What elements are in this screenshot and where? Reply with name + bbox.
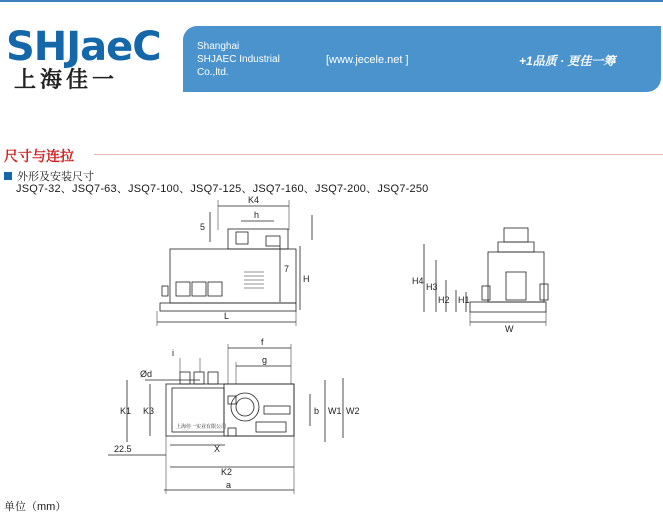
dim-i: i [172, 348, 174, 358]
dim-W2: W2 [346, 406, 360, 416]
company-line-3: Co.,ltd. [197, 67, 229, 78]
dim-X: X [214, 444, 221, 454]
subsection-title: 外形及安装尺寸 [17, 171, 94, 183]
company-line-1: Shanghai [197, 41, 240, 52]
dim-K2: K2 [221, 467, 233, 477]
dim-W1: W1 [328, 406, 342, 416]
dim-5: 5 [200, 222, 206, 232]
dim-H2: H2 [438, 295, 450, 305]
logo-chinese-name: 上海佳一 [14, 68, 119, 93]
dim-H4: H4 [412, 276, 424, 286]
dim-g: g [262, 355, 268, 365]
company-line-2: SHJAEC Industrial [197, 54, 280, 65]
logo-wordmark: SHJaeC [6, 24, 161, 70]
dim-7: 7 [284, 264, 290, 274]
dim-H: H [303, 274, 310, 284]
dim-K3: K3 [143, 406, 155, 416]
dim-d: Ød [140, 369, 153, 379]
dim-W: W [505, 324, 514, 334]
website-url: [www.jecele.net ] [326, 54, 409, 66]
section-title: 尺寸与连拉 [4, 148, 74, 164]
dim-h: h [254, 210, 260, 220]
unit-note: 单位（mm） [4, 501, 67, 513]
dim-offset: 22.5 [114, 444, 132, 454]
dim-H1: H1 [458, 295, 470, 305]
dim-H3: H3 [426, 282, 438, 292]
dim-a: a [226, 480, 232, 490]
slogan: +1品质 · 更佳一筹 [519, 54, 616, 68]
nameplate-label: 上海佳一实业有限公司 [176, 424, 227, 430]
dim-K4: K4 [248, 195, 260, 205]
dim-f: f [261, 337, 264, 347]
dim-L: L [224, 311, 230, 321]
model-list: JSQ7-32、JSQ7-63、JSQ7-100、JSQ7-125、JSQ7-160、JSQ7-200、JSQ7-250 [16, 183, 429, 195]
dim-K1: K1 [120, 406, 132, 416]
dim-b: b [314, 406, 320, 416]
